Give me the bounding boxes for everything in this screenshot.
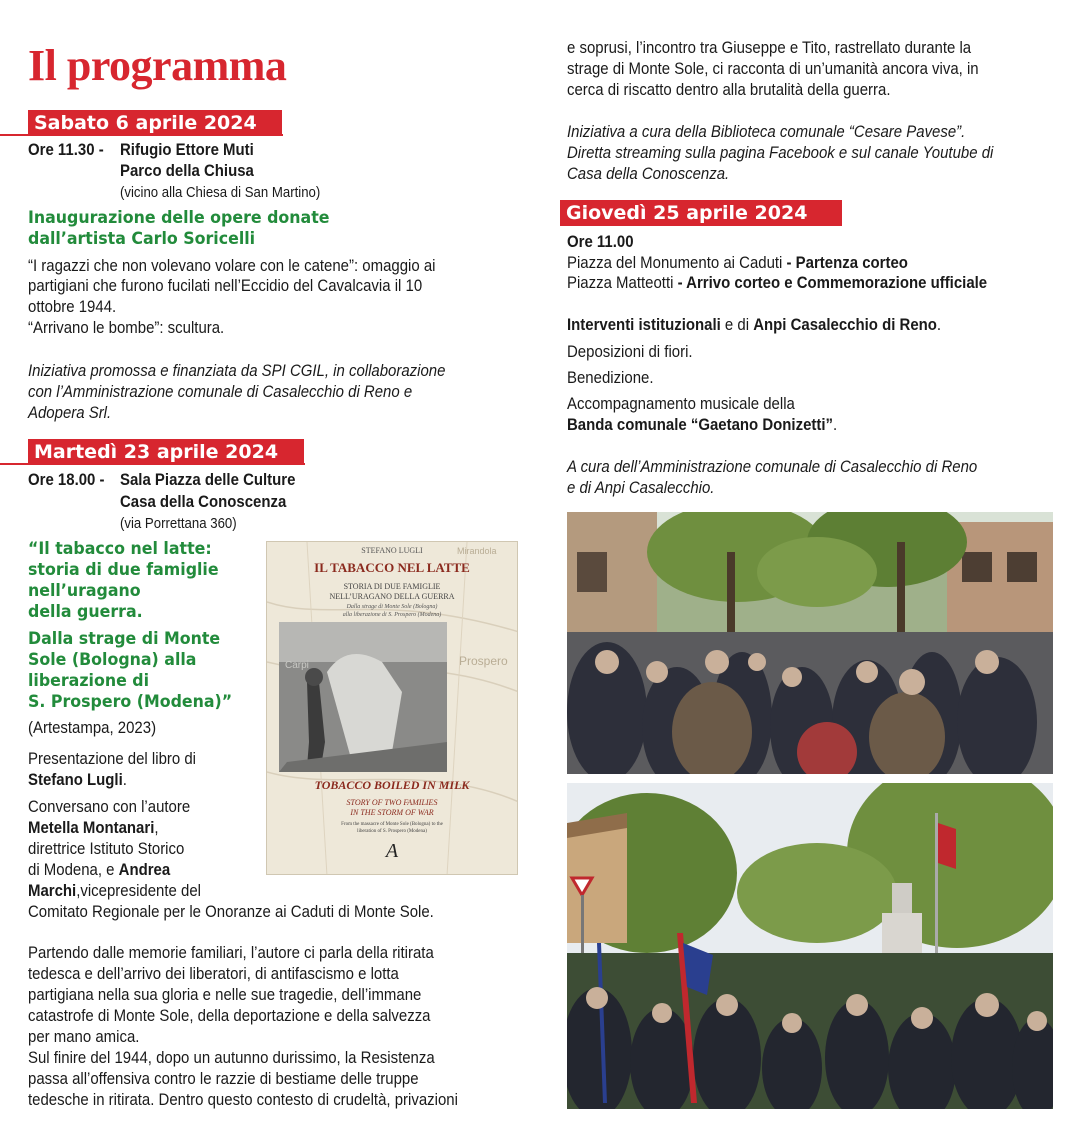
event-place: Casa della Conoscenza [120,492,287,511]
book-cover-image [266,541,518,875]
paragraph-line: strage di Monte Sole, ci racconta di un’umanità ancora viva, in [567,59,979,78]
event-detail: - Arrivo corteo e Commemorazione ufficiale [677,273,988,292]
paragraph-line: per mano amica. [28,1027,140,1046]
date-banner-giovedi: Giovedì 25 aprile 2024 [560,200,842,226]
page-title: Il programma [28,41,287,90]
event-place: Piazza del Monumento ai Caduti [567,253,787,272]
event-place: Rifugio Ettore Muti [120,140,254,159]
date-banner-martedi: Martedì 23 aprile 2024 [28,439,304,465]
cover-en-subtitle: IN THE STORM OF WAR [350,808,434,817]
paragraph-line: “I ragazzi che non volevano volare con le catene”: omaggio ai [28,256,436,275]
paragraph-line: “Arrivano le bombe”: scultura. [28,318,225,337]
guest-name: Marchi [28,881,77,900]
speakers: Anpi Casalecchio di Reno [753,315,937,334]
paragraph-line: catastrofe di Monte Sole, della deportazione e della salvezza [28,1006,431,1025]
paragraph-line: partigiana nella sua gloria e nelle sue tragedie, dell’immane [28,985,422,1004]
cover-title: IL TABACCO NEL LATTE [314,560,470,575]
map-label: Prospero [459,654,508,668]
paragraph-line: ottobre 1944. [28,297,117,316]
punctuation: . [122,770,127,789]
book-title-line: S. Prospero (Modena)” [28,692,233,712]
note-line: Iniziativa promossa e finanziata da SPI CGIL, in collaborazione [28,361,446,380]
guest-name: Andrea [118,860,171,879]
program-item: Accompagnamento musicale della [567,394,795,413]
event-time: Ore 11.30 - [28,140,104,159]
paragraph-line: Sul finire del 1944, dopo un autunno durissimo, la Resistenza [28,1048,435,1067]
cover-small: Dalla strage di Monte Sole (Bologna) [346,604,438,610]
cover-en-subtitle: STORY OF TWO FAMILIES [346,798,438,807]
paragraph-line: cerca di riscatto dentro alla brutalità della guerra. [567,80,891,99]
paragraph-line: Partendo dalle memorie familiari, l’autore ci parla della ritirata [28,943,434,962]
book-title-line: Dalla strage di Monte [28,629,221,649]
place-note: (vicino alla Chiesa di San Martino) [120,184,321,201]
punctuation: , [154,818,159,837]
event-heading: Inaugurazione delle opere donate [28,208,330,228]
book-title-line: Sole (Bologna) alla [28,650,197,670]
event-time: Ore 18.00 - [28,470,105,489]
note-line: Casa della Conoscenza. [567,164,730,183]
paragraph-line: Comitato Regionale per le Onoranze ai Caduti di Monte Sole. [28,902,434,921]
paragraph-line: e soprusi, l’incontro tra Giuseppe e Tito, rastrellato durante la [567,38,972,57]
punctuation: . [936,315,942,334]
paragraph-line: passa all’offensiva contro le razzie di bestiame delle truppe [28,1069,419,1088]
event-detail: - Partenza corteo [786,253,908,272]
paragraph-line: direttrice Istituto Storico [28,839,185,858]
paragraph-line: partigiani che furono fucilati nell’Eccidio del Cavalcavia il 10 [28,276,423,295]
paragraph-line: Presentazione del libro di [28,749,196,768]
note-line: Diretta streaming sulla pagina Facebook e sul canale Youtube di [567,143,994,162]
guest-name: Metella Montanari [28,818,155,837]
event-place: Piazza Matteotti [567,273,678,292]
cover-subtitle: NELL’URAGANO DELLA GUERRA [329,592,455,601]
cover-small: alla liberazione di S. Prospero (Modena) [342,612,442,618]
program-item: Benedizione. [567,368,654,387]
date-rule [560,224,842,226]
publisher: (Artestampa, 2023) [28,718,157,737]
cover-small: From the massacre of Monte Sole (Bologna) to the [341,822,443,827]
ceremony-photo [567,783,1053,1109]
paragraph-line: tedesche in ritirata. Dentro questo contesto di crudeltà, privazioni [28,1090,458,1109]
note-line: con l’Amministrazione comunale di Casalecchio di Reno e [28,382,413,401]
band-name: Banda comunale “Gaetano Donizetti” [567,415,833,434]
event-time: Ore 11.00 [567,232,634,251]
book-title-line: “Il tabacco nel latte: [28,539,212,559]
date-rule [0,134,283,136]
paragraph-line: e di [720,315,754,334]
book-title-line: nell’uragano [28,581,141,601]
speakers: Interventi istituzionali [567,315,721,334]
event-heading: dall’artista Carlo Soricelli [28,229,256,249]
date-banner-sabato: Sabato 6 aprile 2024 [28,110,282,136]
map-label: Mirandola [457,546,497,556]
paragraph-line: tedesca e dell’arrivo dei liberatori, di antifascismo e lotta [28,964,399,983]
book-title-line: della guerra. [28,602,143,622]
parade-photo [567,512,1053,774]
event-place: Sala Piazza delle Culture [120,470,296,489]
note-line: Iniziativa a cura della Biblioteca comunale “Cesare Pavese”. [567,122,966,141]
cover-small: liberation of S. Prospero (Modena) [357,829,427,834]
cover-subtitle: STORIA DI DUE FAMIGLIE [343,582,441,591]
note-line: A cura dell’Amministrazione comunale di Casalecchio di Reno [567,457,978,476]
map-label: Carpi [285,660,309,671]
book-title-line: liberazione di [28,671,150,691]
note-line: Adopera Srl. [28,403,112,422]
cover-en-title: TOBACCO BOILED IN MILK [314,778,470,792]
paragraph-line: di Modena, e [28,860,119,879]
program-item: Deposizioni di fiori. [567,342,693,361]
cover-author: STEFANO LUGLI [361,546,423,555]
place-note: (via Porrettana 360) [120,515,237,532]
note-line: e di Anpi Casalecchio. [567,478,715,497]
author-name: Stefano Lugli [28,770,123,789]
publisher-logo: A [385,840,399,862]
paragraph-line: Conversano con l’autore [28,797,191,816]
date-rule [0,463,305,465]
paragraph-line: ,vicepresidente del [76,881,201,900]
book-title-line: storia di due famiglie [28,560,219,580]
event-place: Parco della Chiusa [120,161,254,180]
punctuation: . [832,415,838,434]
